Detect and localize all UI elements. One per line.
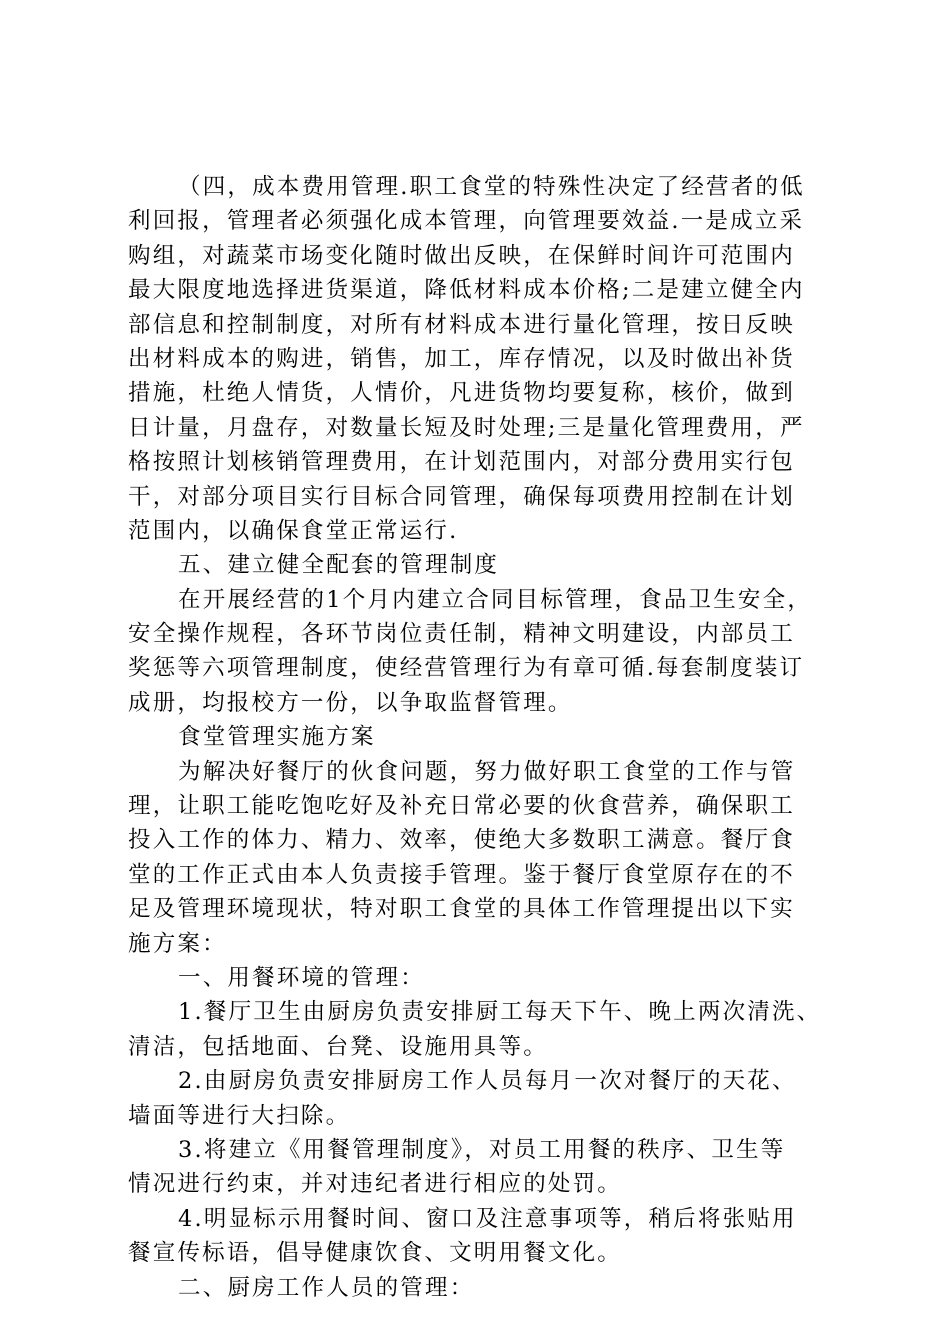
- text-line: 为解决好餐厅的伙食问题，努力做好职工食堂的工作与管: [178, 758, 796, 785]
- list-item: 1.餐厅卫生由厨房负责安排厨工每天下午、晚上两次清洗、: [178, 999, 822, 1026]
- text-line: 部信息和控制制度，对所有材料成本进行量化管理，按日反映: [128, 311, 795, 338]
- text-line: 利回报，管理者必须强化成本管理，向管理要效益.一是成立采: [128, 208, 805, 235]
- list-item: 2.由厨房负责安排厨房工作人员每月一次对餐厅的天花、: [178, 1068, 797, 1095]
- text-line: 堂的工作正式由本人负责接手管理。鉴于餐厅食堂原存在的不: [128, 861, 795, 888]
- text-line: 日计量，月盘存，对数量长短及时处理;三是量化管理费用，严: [128, 414, 805, 441]
- text-line: 最大限度地选择进货渠道，降低材料成本价格;二是建立健全内: [128, 277, 805, 304]
- section-heading: 二、厨房工作人员的管理：: [178, 1274, 475, 1301]
- text-line: 干，对部分项目实行目标合同管理，确保每项费用控制在计划: [128, 483, 795, 510]
- section-heading: 五、建立健全配套的管理制度: [178, 552, 500, 579]
- text-line: （四，成本费用管理.职工食堂的特殊性决定了经营者的低: [178, 174, 805, 200]
- text-line: 安全操作规程，各环节岗位责任制，精神文明建设，内部员工: [128, 621, 795, 648]
- text-line: 格按照计划核销管理费用，在计划范围内，对部分费用实行包: [128, 449, 795, 476]
- text-line: 在开展经营的1个月内建立合同目标管理，食品卫生安全，: [178, 586, 813, 613]
- text-line: 足及管理环境现状，特对职工食堂的具体工作管理提出以下实: [128, 896, 795, 923]
- text-line: 奖惩等六项管理制度，使经营管理行为有章可循.每套制度装订: [128, 655, 805, 682]
- text-line: 范围内，以确保食堂正常运行.: [128, 517, 459, 544]
- document-body: [128, 170, 828, 1305]
- text-line: 情况进行约束，并对违纪者进行相应的处罚。: [128, 1171, 623, 1198]
- text-line: 清洁，包括地面、台凳、设施用具等。: [128, 1033, 548, 1060]
- section-heading: 一、用餐环境的管理：: [178, 964, 426, 991]
- text-line: 理，让职工能吃饱吃好及补充日常必要的伙食营养，确保职工: [128, 793, 795, 820]
- text-line: 餐宣传标语，倡导健康饮食、文明用餐文化。: [128, 1240, 623, 1267]
- text-line: 购组，对蔬菜市场变化随时做出反映，在保鲜时间许可范围内: [128, 242, 795, 269]
- list-item: 4.明显标示用餐时间、窗口及注意事项等，稍后将张贴用: [178, 1205, 797, 1232]
- text-line: 成册，均报校方一份，以争取监督管理。: [128, 689, 573, 716]
- text-line: 出材料成本的购进，销售，加工，库存情况，以及时做出补货: [128, 345, 795, 372]
- section-heading: 食堂管理实施方案: [178, 724, 376, 751]
- text-line: 墙面等进行大扫除。: [128, 1102, 351, 1129]
- list-item: 3.将建立《用餐管理制度》，对员工用餐的秩序、卫生等: [178, 1136, 786, 1163]
- text-line: 施方案：: [128, 930, 227, 957]
- text-line: 投入工作的体力、精力、效率，使绝大多数职工满意。餐厅食: [128, 827, 795, 854]
- text-line: 措施，杜绝人情货，人情价，凡进货物均要复称，核价，做到: [128, 380, 795, 407]
